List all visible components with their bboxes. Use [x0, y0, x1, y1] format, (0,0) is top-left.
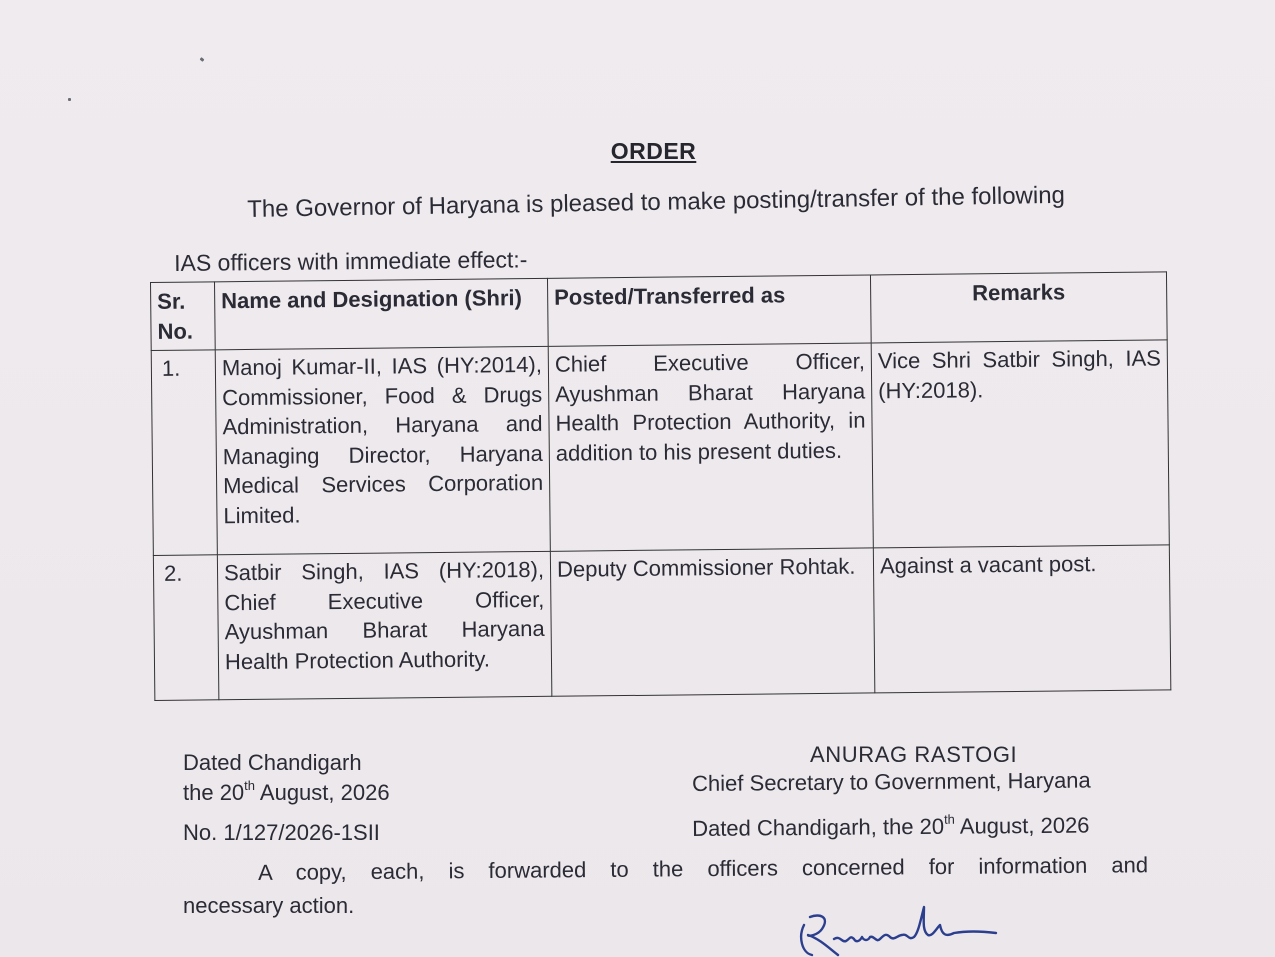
handwritten-signature — [790, 895, 1000, 957]
row-remarks: Against a vacant post. — [873, 545, 1171, 693]
scan-speck — [200, 57, 205, 62]
header-remarks: Remarks — [870, 272, 1167, 343]
posting-table-wrapper — [150, 271, 1171, 701]
row-posted-as: Deputy Commissioner Rohtak. — [550, 548, 875, 696]
date-ordinal: th — [244, 778, 256, 793]
posting-table — [150, 271, 1171, 701]
row-posted-as: Chief Executive Officer, Ayushman Bharat Haryana Health Protection Authority, in addition to his present duties. — [548, 343, 873, 551]
date-prefix: the 20 — [183, 780, 245, 805]
copy-date-ordinal: th — [943, 811, 955, 827]
copy-date-suffix: August, 2026 — [954, 812, 1090, 839]
order-date — [183, 778, 390, 806]
dated-place: Dated Chandigarh — [183, 750, 362, 775]
table-header-row — [151, 272, 1168, 351]
reference-number: No. 1/127/2026-1SII — [183, 820, 380, 845]
signatory-title: Chief Secretary to Government, Haryana — [692, 767, 1091, 796]
copy-forward-line-2: necessary action. — [183, 893, 355, 918]
copy-date — [692, 811, 1090, 842]
order-title: ORDER — [610, 138, 697, 164]
row-sr-no: 1. — [151, 350, 217, 556]
row-name-designation: Satbir Singh, IAS (HY:2018), Chief Executive Officer, Ayushman Bharat Haryana Health Protection Authority. — [217, 551, 552, 699]
copy-date-prefix: Dated Chandigarh, the 20 — [692, 813, 945, 841]
header-sr-no: Sr. No. — [151, 282, 216, 351]
intro-line-2: IAS officers with immediate effect:- — [174, 246, 528, 276]
row-sr-no: 2. — [153, 555, 219, 701]
header-posted-transferred: Posted/Transferred as — [547, 275, 871, 346]
date-suffix: August, 2026 — [255, 780, 390, 805]
table-row — [153, 545, 1170, 701]
row-remarks: Vice Shri Satbir Singh, IAS (HY:2018). — [871, 340, 1169, 548]
header-name-designation: Name and Designation (Shri) — [215, 278, 549, 349]
copy-forward-line-1: A copy, each, is forwarded to the officers concerned for information and — [258, 852, 1149, 885]
table-row — [151, 340, 1169, 556]
scan-speck — [68, 98, 71, 101]
intro-line-1: The Governor of Haryana is pleased to make posting/transfer of the following — [247, 181, 1066, 223]
row-name-designation: Manoj Kumar-II, IAS (HY:2014), Commissioner, Food & Drugs Administration, Haryana and Managing Director, Haryana Medical Services Corporation Limited. — [215, 346, 550, 554]
signatory-name: ANURAG RASTOGI — [810, 742, 1018, 767]
